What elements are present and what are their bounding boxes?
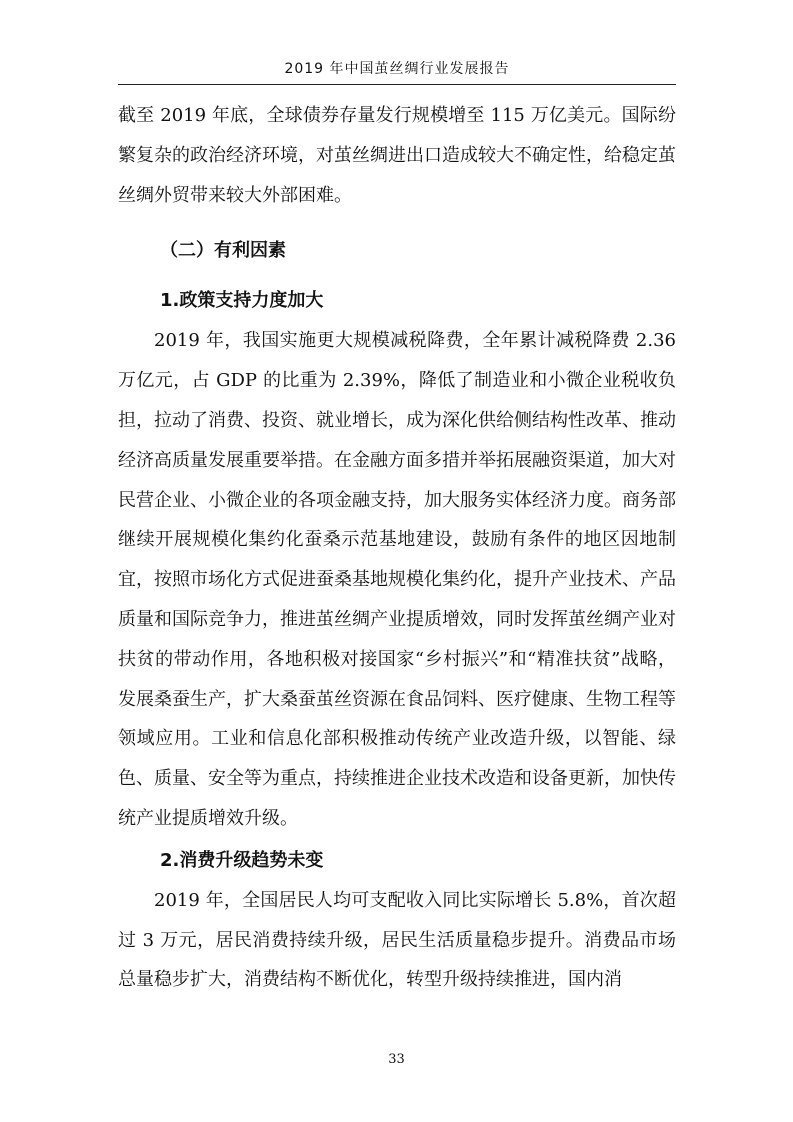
page-body <box>118 96 676 1000</box>
subsection-1-paragraph: 2019 年，我国实施更大规模减税降费，全年累计减税降费 2.36 万亿元，占 GDP 的比重为 2.39%，降低了制造业和小微企业税收负担，拉动了消费、投资、就业增长，成为深化供给侧结构性改革、推动经济高质量发展重要举措。在金融方面多措并举拓展融资渠道，加大对民营企业、小微企业的各项金融支持，加大服务实体经济力度。商务部继续开展规模化集约化蚕桑示范基地建设，鼓励有条件的地区因地制宜，按照市场化方式促进蚕桑基地规模化集约化，提升产业技术、产品质量和国际竞争力，推进茧丝绸产业提质增效，同时发挥茧丝绸产业对扶贫的带动作用，各地积极对接国家“乡村振兴”和“精准扶贫”战略，发展桑蚕生产，扩大桑蚕茧丝资源在食品饲料、医疗健康、生物工程等领域应用。工业和信息化部积极推动传统产业改造升级，以智能、绿色、质量、安全等为重点，持续推进企业技术改造和设备更新，加快传统产业提质增效升级。 <box>118 330 676 829</box>
subsection-heading-1: 1.政策支持力度加大 <box>160 290 324 312</box>
page-number: 33 <box>388 1052 405 1067</box>
section-heading: （二）有利因素 <box>160 240 286 262</box>
subsection-heading-2: 2.消费升级趋势未变 <box>160 849 324 871</box>
intro-paragraph: 截至 2019 年底，全球债券存量发行规模增至 115 万亿美元。国际纷繁复杂的政治经济环境，对茧丝绸进出口造成较大不确定性，给稳定茧丝绸外贸带来较大外部困难。 <box>118 105 676 206</box>
subsection-2-paragraph: 2019 年，全国居民人均可支配收入同比实际增长 5.8%，首次超过 3 万元，居民消费持续升级，居民生活质量稳步提升。消费品市场总量稳步扩大，消费结构不断优化，转型升级持续推进，国内消 <box>118 889 676 991</box>
running-header: 2019 年中国茧丝绸行业发展报告 <box>284 61 510 77</box>
header-divider <box>118 84 676 85</box>
